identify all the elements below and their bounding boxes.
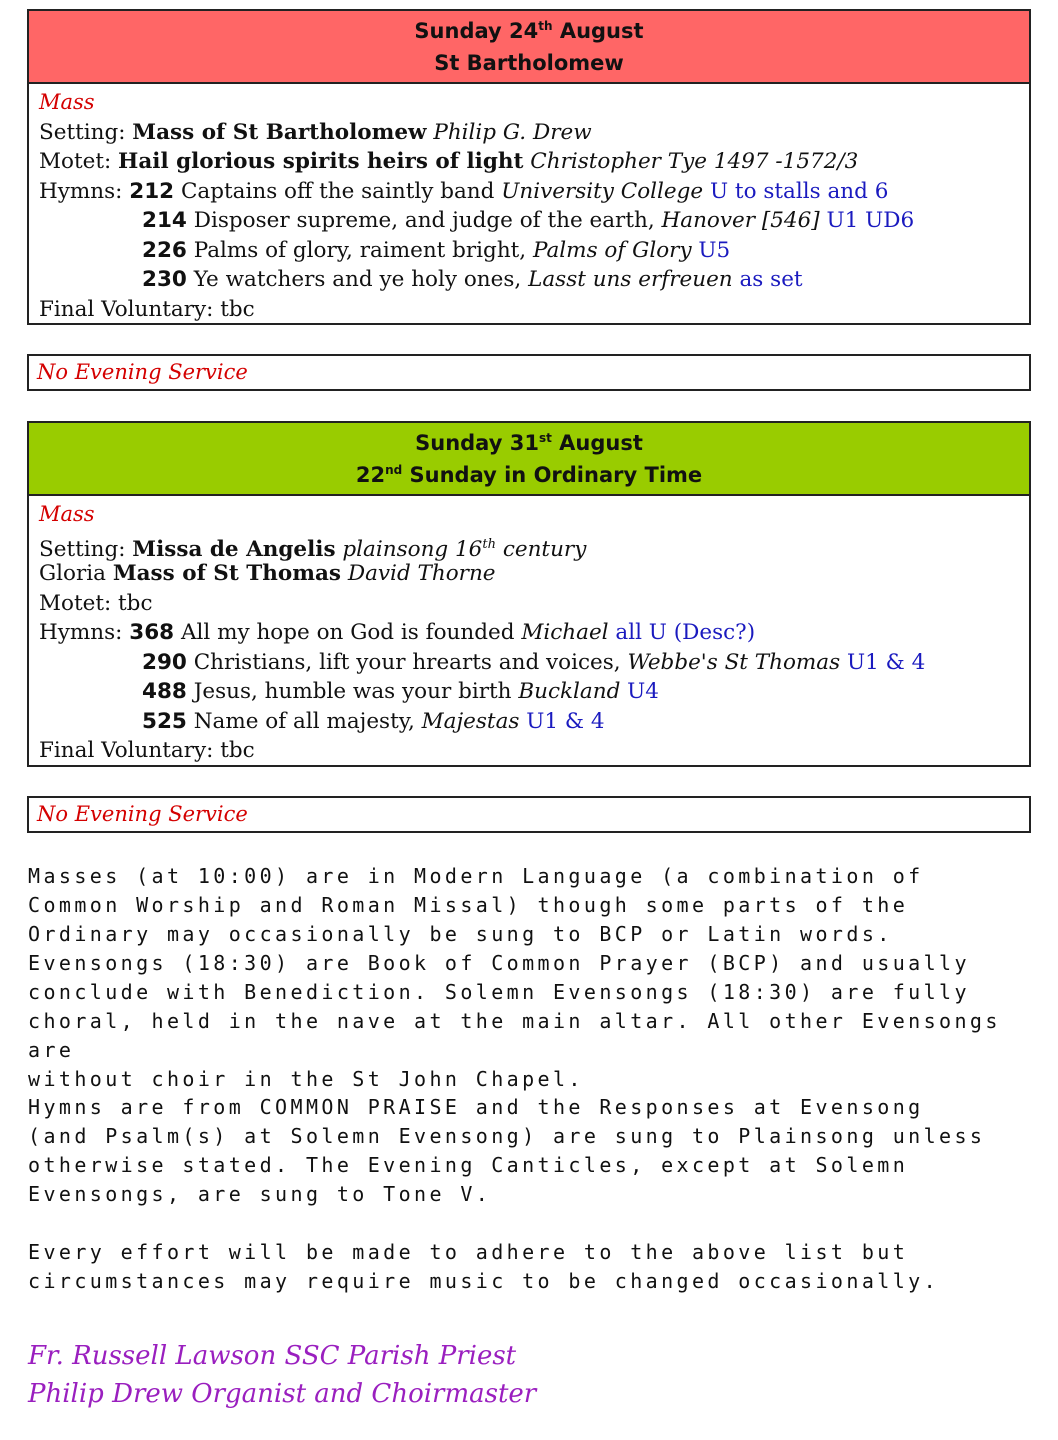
setting-line: Setting: Mass of St Bartholomew Philip G. Drew (39, 119, 592, 145)
service-label: Mass (39, 90, 95, 114)
signature-organist: Philip Drew Organist and Choirmaster (28, 1379, 537, 1409)
no-evening-service-note: No Evening Service (27, 354, 1031, 391)
hymn-line: 525 Name of all majesty, Majestas U1 & 4 (142, 708, 605, 734)
hymn-line: 226 Palms of glory, raiment bright, Palms of Glory U5 (142, 237, 731, 263)
hymn-line: Hymns: 368 All my hope on God is founded Michael all U (Desc?) (39, 620, 756, 645)
sunday-24-date: Sunday 24th August (414, 19, 644, 43)
signature-priest: Fr. Russell Lawson SSC Parish Priest (28, 1341, 517, 1371)
gloria-line: Gloria Mass of St Thomas David Thorne (39, 561, 496, 586)
notes-paragraph-changes: Every effort will be made to adhere to the above list but circumstances may require music to be changed occasionally. (28, 1240, 940, 1293)
final-voluntary: Final Voluntary: tbc (39, 296, 255, 322)
sunday-31-feast: 22nd Sunday in Ordinary Time (355, 463, 703, 487)
no-evening-service-note: No Evening Service (27, 796, 1031, 833)
motet-line: Motet: tbc (39, 590, 153, 616)
setting-line: Setting: Missa de Angelis plainsong 16th century (39, 536, 587, 562)
sunday-31-august-box (27, 421, 1031, 767)
notes-paragraph-language: Masses (at 10:00) are in Modern Language (a combination of Common Worship and Roman Missal) though some parts of the Ordinary may occasionally be sung to BCP or Latin words. Evensongs (18:30) are Book of Common Prayer (BCP) and usually conclude with Benediction. Solemn Evensongs (18:30) are fully choral, held in the nave at the main altar. All other Evensongs are without choir in the St John Chapel. (28, 864, 1001, 1091)
sunday-24-header (29, 11, 1029, 84)
final-voluntary: Final Voluntary: tbc (39, 738, 255, 763)
hymn-line: 230 Ye watchers and ye holy ones, Lasst uns erfreuen as set (142, 267, 803, 292)
motet-line: Motet: Hail glorious spirits heirs of light Christopher Tye 1497 -1572/3 (39, 149, 859, 174)
notes-paragraph-hymns: Hymns are from COMMON PRAISE and the Responses at Evensong (and Psalm(s) at Solemn Evensong) are sung to Plainsong unless otherwise stated. The Evening Canticles, except at Solemn Evensongs, are sung to Tone V. (28, 1095, 986, 1206)
sunday-24-music-list (29, 84, 1029, 324)
sunday-31-date: Sunday 31st August (415, 431, 643, 455)
sunday-31-header (29, 423, 1029, 496)
service-label: Mass (39, 502, 95, 526)
sunday-24-august-box (27, 9, 1031, 325)
hymn-line: 488 Jesus, humble was your birth Buckland U4 (142, 679, 659, 704)
hymn-line: Hymns: 212 Captains off the saintly band University College U to stalls and 6 (39, 178, 889, 204)
sunday-24-feast: St Bartholomew (434, 51, 624, 75)
hymn-line: 290 Christians, lift your hrearts and voices, Webbe's St Thomas U1 & 4 (142, 649, 926, 675)
hymn-line: 214 Disposer supreme, and judge of the earth, Hanover [546] U1 UD6 (142, 208, 915, 233)
sunday-31-music-list (29, 496, 1029, 766)
